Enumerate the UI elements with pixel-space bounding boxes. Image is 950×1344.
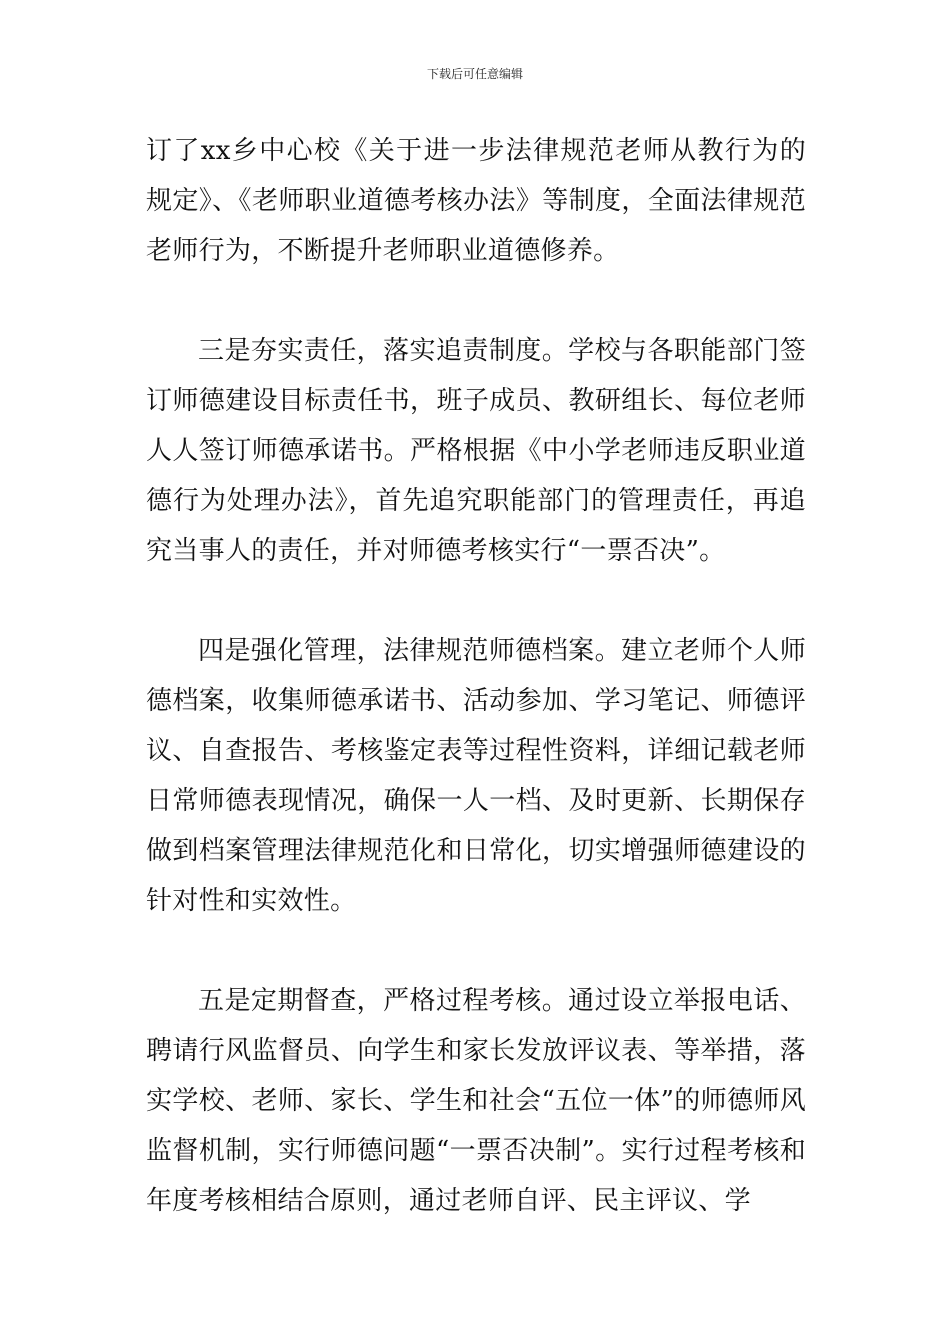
paragraph-supervision: 五是定期督查，严格过程考核。通过设立举报电话、聘请行风监督员、向学生和家长发放评议表、等举措，落实学校、老师、家长、学生和社会“五位一体”的师德师风监督机制，实行师德问题“一票否决制”。实行过程考核和年度考核相结合原则，通过老师自评、民主评议、学 xyxy=(146,986,806,1216)
paragraph-continuation: 订了xx乡中心校《关于进一步法律规范老师从教行为的规定》、《老师职业道德考核办法》等制度，全面法律规范老师行为，不断提升老师职业道德修养。 xyxy=(146,136,806,266)
document-body xyxy=(146,126,806,1226)
paragraph-archive-management: 四是强化管理，法律规范师德档案。建立老师个人师德档案，收集师德承诺书、活动参加、学习笔记、师德评议、自查报告、考核鉴定表等过程性资料，详细记载老师日常师德表现情况，确保一人一档、及时更新、长期保存做到档案管理法律规范化和日常化，切实增强师德建设的针对性和实效性。 xyxy=(146,636,806,916)
page-header-note: 下载后可任意编辑 xyxy=(426,67,523,81)
paragraph-responsibility: 三是夯实责任，落实追责制度。学校与各职能部门签订师德建设目标责任书，班子成员、教研组长、每位老师人人签订师德承诺书。严格根据《中小学老师违反职业道德行为处理办法》，首先追究职能部门的管理责任，再追究当事人的责任，并对师德考核实行“一票否决”。 xyxy=(146,336,806,566)
